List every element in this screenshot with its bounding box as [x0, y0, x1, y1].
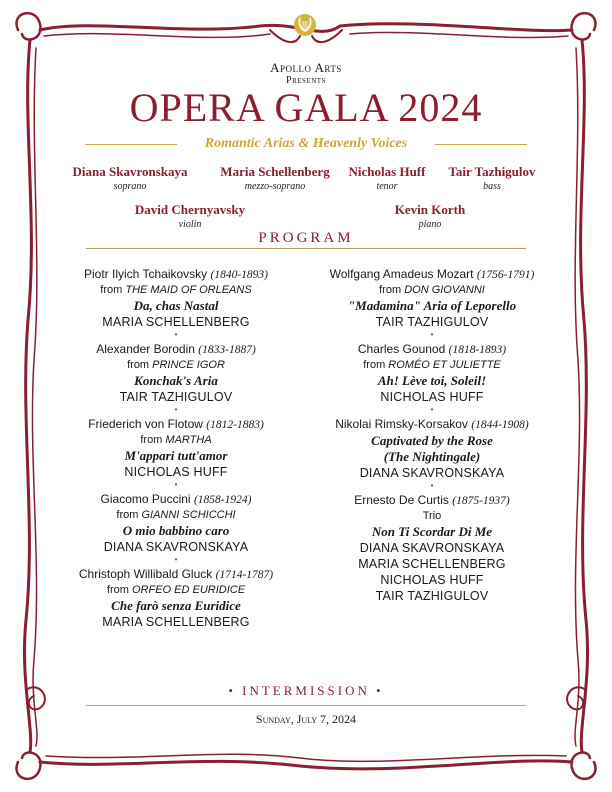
from-label: from [100, 284, 123, 296]
aria-title: Che farò senza Euridice [111, 598, 241, 613]
aria-title: Captivated by the Rose [371, 433, 493, 448]
event-date: Sunday, July 7, 2024 [255, 712, 357, 726]
program-item [48, 491, 304, 564]
artist-name: Kevin Korth [394, 202, 466, 217]
program-rule [86, 248, 526, 249]
opera-title: MARTHA [165, 434, 212, 446]
composer-name: Wolfgang Amadeus Mozart [329, 267, 474, 281]
artist-violin [120, 202, 260, 230]
subtitle: Romantic Arias & Heavenly Voices [204, 136, 408, 151]
artist-role: piano [418, 219, 442, 230]
artist-role: tenor [376, 181, 398, 192]
opera-title: ORFEO ED EURIDICE [131, 584, 246, 596]
singer-name: MARIA SCHELLENBERG [358, 557, 506, 571]
trio-label: Trio [422, 510, 442, 522]
opera-title: THE MAID OF ORLEANS [125, 284, 252, 296]
separator-dot: • [174, 405, 178, 414]
program-heading: PROGRAM [258, 230, 354, 246]
composer-years: (1833-1887) [198, 344, 256, 356]
aria-title: Ah! Lève toi, Soleil! [377, 373, 487, 388]
program-item [304, 492, 560, 604]
artist-piano [360, 202, 500, 230]
singer-name: DIANA SKAVRONSKAYA [359, 466, 505, 480]
aria-title: Da, chas Nastal [133, 298, 219, 313]
composer-years: (1812-1883) [206, 419, 264, 431]
composer-name: Ernesto De Curtis [354, 493, 449, 507]
program-item [304, 341, 560, 414]
singer-name: DIANA SKAVRONSKAYA [103, 540, 249, 554]
composer-years: (1756-1791) [476, 269, 535, 281]
aria-title: O mio babbino caro [122, 523, 230, 538]
singer-name: NICHOLAS HUFF [124, 465, 228, 479]
singer-name: TAIR TAZHIGULOV [375, 315, 489, 329]
singer-name: NICHOLAS HUFF [380, 573, 484, 587]
composer-name: Friederich von Flotow [88, 417, 203, 431]
artist-soprano [60, 164, 200, 192]
aria-title: Non Ti Scordar Di Me [371, 524, 493, 539]
lyre-logo-icon [292, 12, 318, 38]
program-column-right [304, 266, 560, 606]
artist-name: David Chernyavsky [134, 202, 246, 217]
composer-name: Alexander Borodin [96, 342, 195, 356]
composer-years: (1844-1908) [471, 419, 529, 431]
separator-dot: • [174, 555, 178, 564]
program-item [48, 566, 304, 630]
singer-name: NICHOLAS HUFF [380, 390, 484, 404]
composer-years: (1858-1924) [193, 494, 252, 506]
composer-years: (1818-1893) [448, 344, 507, 356]
composer-name: Charles Gounod [357, 342, 446, 356]
artist-name: Diana Skavronskaya [72, 164, 188, 179]
artist-role: soprano [113, 181, 147, 192]
from-label: from [140, 434, 163, 446]
composer-name: Nikolai Rimsky-Korsakov [335, 417, 468, 431]
singer-name: MARIA SCHELLENBERG [102, 315, 250, 329]
from-label: from [379, 284, 402, 296]
separator-dot: • [430, 330, 434, 339]
singer-name: DIANA SKAVRONSKAYA [359, 541, 505, 555]
artist-mezzo [205, 164, 345, 192]
program-item [304, 266, 560, 339]
artist-bass [432, 164, 552, 192]
artist-tenor [332, 164, 442, 192]
presents-label: Presents [286, 75, 326, 86]
page-title: OPERA GALA 2024 [129, 85, 483, 130]
program-column-left [48, 266, 304, 632]
composer-years: (1714-1787) [215, 569, 274, 581]
program-item [304, 416, 560, 490]
from-label: from [127, 359, 150, 371]
opera-title: ROMÉO ET JULIETTE [388, 359, 501, 371]
singer-name: TAIR TAZHIGULOV [119, 390, 233, 404]
artist-name: Tair Tazhigulov [448, 164, 536, 179]
composer-years: (1875-1937) [452, 495, 510, 507]
artist-role: bass [483, 181, 501, 192]
aria-subtitle: (The Nightingale) [383, 449, 481, 464]
from-label: from [116, 509, 139, 521]
subtitle-row [85, 134, 527, 154]
opera-title: PRINCE IGOR [152, 359, 225, 371]
artist-name: Maria Schellenberg [220, 164, 330, 179]
separator-dot: • [174, 480, 178, 489]
composer-name: Giacomo Puccini [100, 492, 191, 506]
artist-role: mezzo-soprano [244, 181, 306, 192]
program-item [48, 266, 304, 339]
separator-dot: • [174, 330, 178, 339]
aria-title: M'appari tutt'amor [124, 448, 228, 463]
program-item [48, 416, 304, 489]
composer-years: (1840-1893) [210, 269, 268, 281]
aria-title: "Madamina" Aria of Leporello [347, 298, 517, 313]
aria-title: Konchak's Aria [134, 373, 218, 388]
artist-role: violin [178, 219, 202, 230]
singer-name: TAIR TAZHIGULOV [375, 589, 489, 603]
separator-dot: • [430, 405, 434, 414]
from-label: from [363, 359, 386, 371]
program-item [48, 341, 304, 414]
composer-name: Christoph Willibald Gluck [78, 567, 213, 581]
intermission-rule [86, 705, 526, 706]
singer-name: MARIA SCHELLENBERG [102, 615, 250, 629]
composer-name: Piotr Ilyich Tchaikovsky [84, 267, 208, 281]
from-label: from [106, 584, 129, 596]
intermission-label: • INTERMISSION • [228, 683, 384, 698]
opera-title: DON GIOVANNI [404, 284, 485, 296]
opera-title: GIANNI SCHICCHI [141, 509, 236, 521]
artist-name: Nicholas Huff [348, 164, 426, 179]
separator-dot: • [430, 481, 434, 490]
presenter-name: Apollo Arts [270, 60, 342, 75]
